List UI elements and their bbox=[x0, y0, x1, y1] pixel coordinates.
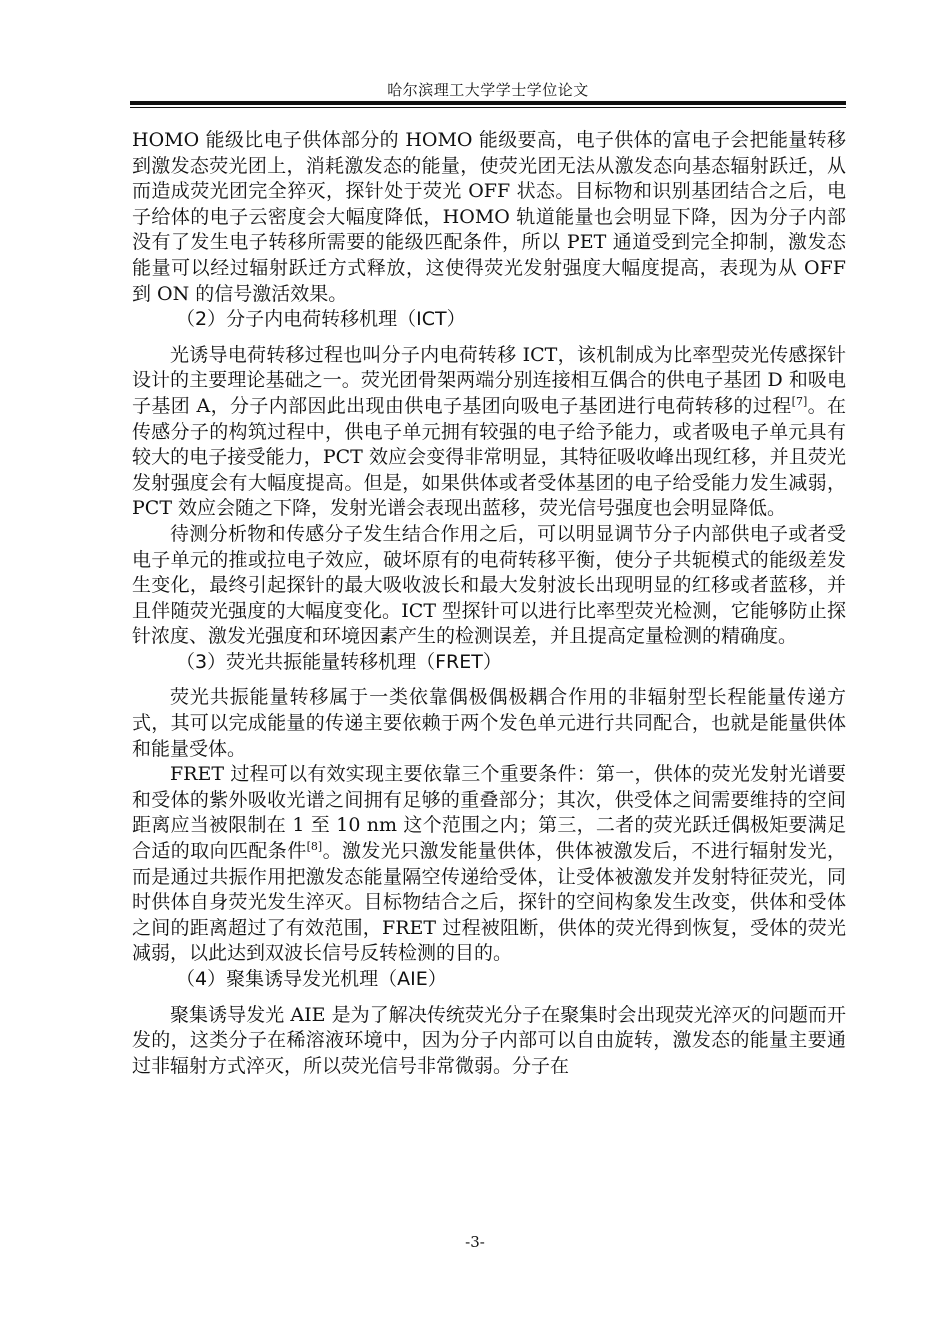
header-rule-thick bbox=[130, 101, 846, 105]
paragraph-pet-continued: HOMO 能级比电子供体部分的 HOMO 能级要高，电子供体的富电子会把能量转移到激发态荧光团上，消耗激发态的能量，使荧光团无法从激发态向基态辐射跃迁，从而造成荧光团完全猝灭，探针处于荧光 OFF 状态。目标物和识别基团结合之后，电子给体的电子云密度会大幅度降低，HOMO 轨道能量也会明显下降，因为分子内部没有了发生电子转移所需要的能级匹配条件，所以 PET 通道受到完全抑制，激发态能量可以经过辐射跃迁方式释放，这使得荧光发射强度大幅度提高，表现为从 OFF 到 ON 的信号激活效果。 bbox=[132, 129, 846, 305]
page-number: -3- bbox=[465, 1233, 485, 1251]
paragraph-ict-intro-part2: 。在传感分子的构筑过程中，供电子单元拥有较强的电子给予能力，或者吸电子单元具有较大的电子接受能力，PCT 效应会变得非常明显，其特征吸收峰出现红移，并且荧光发射强度会有大幅度提高。但是，如果供体或者受体基团的电子给受能力发生减弱，PCT 效应会随之下降，发射光谱会表现出蓝移，荧光信号强度也会明显降低。 bbox=[132, 394, 846, 520]
page-body bbox=[132, 128, 846, 1079]
header-rule-thin bbox=[130, 107, 846, 108]
paragraph-ict-intro bbox=[132, 343, 846, 522]
paragraph-ict-intro-part1: 光诱导电荷转移过程也叫分子内电荷转移 ICT，该机制成为比率型荧光传感探针设计的主要理论基础之一。荧光团骨架两端分别连接相互偶合的供电子基团 D 和吸电子基团 A，分子内部因此出现由供电子基团向吸电子基团进行电荷转移的过程 bbox=[132, 343, 846, 417]
running-header: 哈尔滨理工大学学士学位论文 bbox=[387, 81, 589, 99]
paragraph-fret-intro: 荧光共振能量转移属于一类依靠偶极偶极耦合作用的非辐射型长程能量传递方式，其可以完成能量的传递主要依赖于两个发色单元进行共同配合，也就是能量供体和能量受体。 bbox=[132, 686, 846, 760]
section-heading-aie: （4）聚集诱导发光机理（AIE） bbox=[176, 968, 447, 990]
citation-7: [7] bbox=[791, 394, 808, 408]
paragraph-fret-conditions bbox=[132, 762, 846, 967]
paragraph-fret-conditions-part2: 。激发光只激发能量供体，供体被激发后，不进行辐射发光，而是通过共振作用把激发态能量隔空传递给受体，让受体被激发并发射特征荧光，同时供体自身荧光发生淬灭。目标物结合之后，探针的空间构象发生改变，供体和受体之间的距离超过了有效范围，FRET 过程被阻断，供体的荧光得到恢复，受体的荧光减弱，以此达到双波长信号反转检测的目的。 bbox=[132, 840, 846, 965]
section-heading-ict: （2）分子内电荷转移机理（ICT） bbox=[176, 308, 466, 331]
paragraph-aie-intro: 聚集诱导发光 AIE 是为了解决传统荧光分子在聚集时会出现荧光淬灭的问题而开发的，这类分子在稀溶液环境中，因为分子内部可以自由旋转，激发态的能量主要通过非辐射方式淬灭，所以荧光信号非常微弱。分子在 bbox=[132, 1003, 846, 1077]
section-heading-fret: （3）荧光共振能量转移机理（FRET） bbox=[176, 650, 502, 673]
paragraph-fret-conditions-part1: FRET 过程可以有效实现主要依靠三个重要条件：第一，供体的荧光发射光谱要和受体的紫外吸收光谱之间拥有足够的重叠部分；其次，供受体之间需要维持的空间距离应当被限制在 1 至 10 nm 这个范围之内；第三，二者的荧光跃迁偶极矩要满足合适的取向匹配条件 bbox=[132, 763, 846, 863]
citation-8: [8] bbox=[306, 840, 323, 854]
paragraph-ict-detection: 待测分析物和传感分子发生结合作用之后，可以明显调节分子内部供电子或者受电子单元的推或拉电子效应，破坏原有的电荷转移平衡，使分子共轭模式的能级差发生变化，最终引起探针的最大吸收波长和最大发射波长出现明显的红移或者蓝移，并且伴随荧光强度的大幅度变化。ICT 型探针可以进行比率型荧光检测，它能够防止探针浓度、激发光强度和环境因素产生的检测误差，并且提高定量检测的精确度。 bbox=[132, 522, 846, 648]
